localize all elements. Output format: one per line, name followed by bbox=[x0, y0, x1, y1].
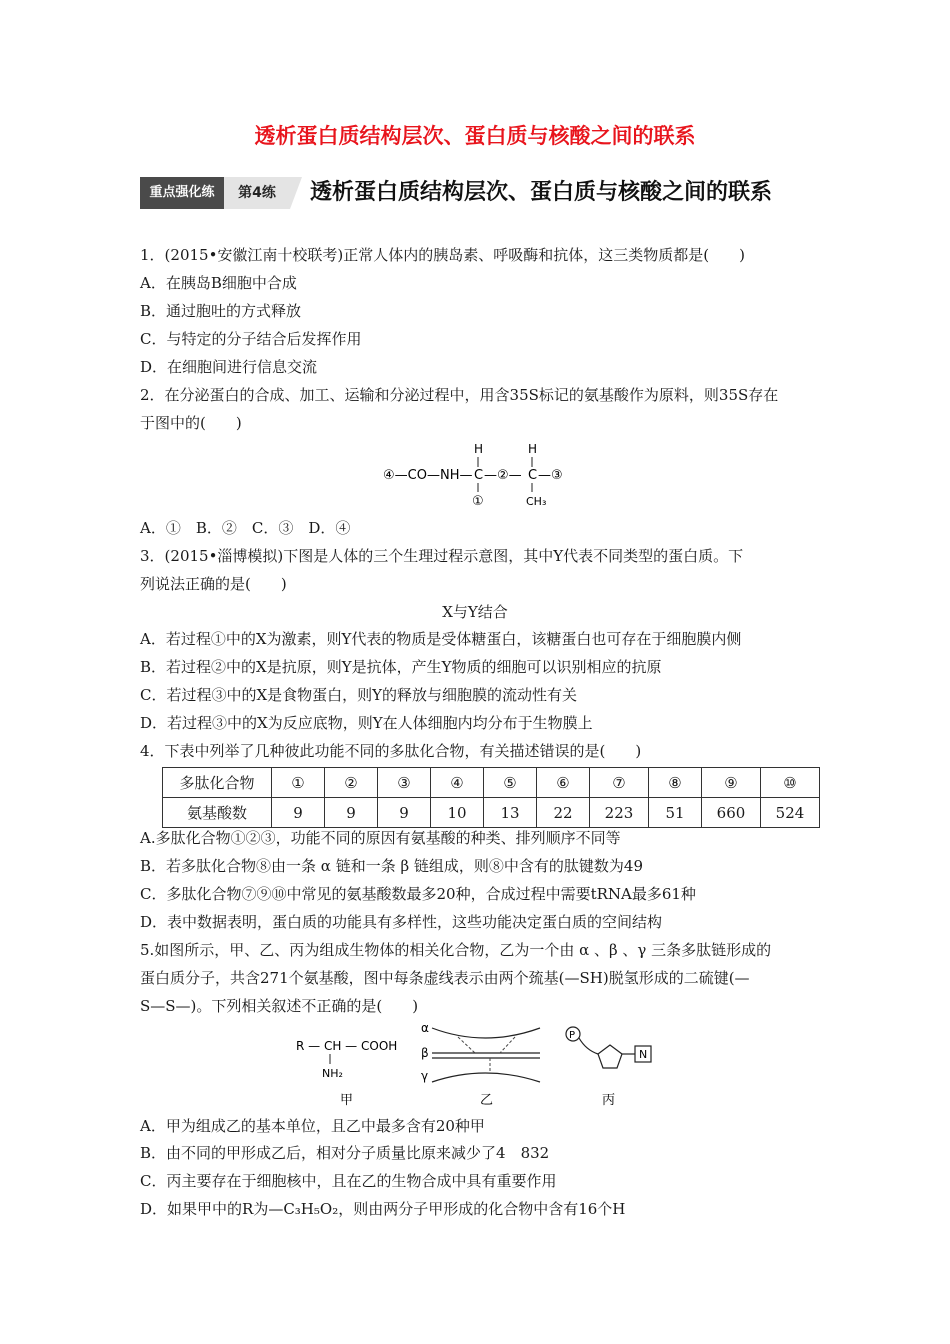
q1-option-a: A．在胰岛B细胞中合成 bbox=[140, 274, 297, 292]
q2-fig-right: —③ bbox=[538, 468, 563, 483]
table-cell: ⑧ bbox=[649, 768, 702, 798]
q5-beta-label: β bbox=[421, 1046, 429, 1060]
table-cell: ⑥ bbox=[537, 768, 590, 798]
q5-option-a: A．甲为组成乙的基本单位，且乙中最多含有20种甲 bbox=[140, 1117, 485, 1135]
q2-fig-below1: ① bbox=[472, 494, 484, 509]
banner-tag-number: 第4练 bbox=[224, 177, 290, 209]
q2-fig-h1: H bbox=[474, 442, 484, 456]
table-cell: 9 bbox=[378, 798, 431, 828]
table-cell: ④ bbox=[431, 768, 484, 798]
table-cell: ② bbox=[325, 768, 378, 798]
q4-option-c: C．多肽化合物⑦⑨⑩中常见的氨基酸数最多20种，合成过程中需要tRNA最多61种 bbox=[140, 885, 696, 903]
table-cell: 223 bbox=[590, 798, 649, 828]
q4-option-d: D．表中数据表明，蛋白质的功能具有多样性，这些功能决定蛋白质的空间结构 bbox=[140, 913, 663, 931]
table-cell: 524 bbox=[761, 798, 820, 828]
q2-stem-line1: 2．在分泌蛋白的合成、加工、运输和分泌过程中，用含35S标记的氨基酸作为原料，则35S存在 bbox=[140, 386, 779, 404]
q5-disulfide-bond-1 bbox=[458, 1037, 475, 1053]
q4-polypeptide-table bbox=[162, 767, 820, 828]
table-cell: 22 bbox=[537, 798, 590, 828]
table-cell: 9 bbox=[272, 798, 325, 828]
q5-option-d: D．如果甲中的R为—C₃H₅O₂，则由两分子甲形成的化合物中含有16个H bbox=[140, 1200, 626, 1218]
table-cell: ⑤ bbox=[484, 768, 537, 798]
q5-jia-formula: R — CH — COOH bbox=[296, 1039, 398, 1053]
q5-compound-figure bbox=[290, 1020, 670, 1110]
q5-gamma-chain bbox=[432, 1073, 540, 1082]
q2-fig-c1: C bbox=[474, 468, 484, 483]
table-cell: 51 bbox=[649, 798, 702, 828]
table-cell: 多肽化合物 bbox=[163, 768, 272, 798]
banner-tag-focus: 重点强化练 bbox=[140, 177, 224, 209]
q3-option-a: A．若过程①中的X为激素，则Y代表的物质是受体糖蛋白，该糖蛋白也可存在于细胞膜内侧 bbox=[140, 630, 742, 648]
table-cell: 10 bbox=[431, 798, 484, 828]
q3-stem-line2: 列说法正确的是( ) bbox=[140, 575, 287, 593]
table-cell: 9 bbox=[325, 798, 378, 828]
q5-option-c: C．丙主要存在于细胞核中，且在乙的生物合成中具有重要作用 bbox=[140, 1172, 557, 1190]
q3-figure-caption: X与Y结合 bbox=[442, 603, 508, 621]
q2-stem-line2: 于图中的( ) bbox=[140, 414, 242, 432]
q5-option-b: B．由不同的甲形成乙后，相对分子质量比原来减少了4 832 bbox=[140, 1144, 550, 1162]
q5-pentose-ring-icon bbox=[598, 1045, 622, 1068]
q3-stem-line1: 3．(2015•淄博模拟)下图是人体的三个生理过程示意图，其中Y代表不同类型的蛋白质。下 bbox=[140, 547, 744, 565]
q3-option-d: D．若过程③中的X为反应底物，则Y在人体细胞内均分布于生物膜上 bbox=[140, 714, 593, 732]
table-cell: 13 bbox=[484, 798, 537, 828]
q5-stem-line3: S—S—)。下列相关叙述不正确的是( ) bbox=[140, 997, 419, 1015]
q5-gamma-label: γ bbox=[421, 1069, 429, 1083]
table-cell: 660 bbox=[702, 798, 761, 828]
q5-phosphate-label: P bbox=[569, 1030, 576, 1041]
q2-fig-below2: CH₃ bbox=[526, 495, 547, 508]
table-cell: ⑦ bbox=[590, 768, 649, 798]
q2-options: A．① B．② C．③ D．④ bbox=[140, 519, 351, 537]
banner-title: 透析蛋白质结构层次、蛋白质与核酸之间的联系 bbox=[310, 180, 773, 205]
table-cell: ① bbox=[272, 768, 325, 798]
q1-option-d: D．在细胞间进行信息交流 bbox=[140, 358, 318, 376]
table-cell: 氨基酸数 bbox=[163, 798, 272, 828]
q5-alpha-label: α bbox=[421, 1021, 429, 1035]
q5-bing-label: 丙 bbox=[602, 1093, 616, 1108]
q5-alpha-chain bbox=[432, 1028, 540, 1038]
q3-option-c: C．若过程③中的X是食物蛋白，则Y的释放与细胞膜的流动性有关 bbox=[140, 686, 578, 704]
q5-stem-line1: 5.如图所示，甲、乙、丙为组成生物体的相关化合物，乙为一个由 α 、β 、γ 三条多肽链形成的 bbox=[140, 941, 772, 959]
page-title: 透析蛋白质结构层次、蛋白质与核酸之间的联系 bbox=[254, 124, 696, 148]
q3-option-b: B．若过程②中的X是抗原，则Y是抗体，产生Y物质的细胞可以识别相应的抗原 bbox=[140, 658, 662, 676]
table-header-row bbox=[163, 768, 820, 798]
q4-option-b: B．若多肽化合物⑧由一条 α 链和一条 β 链组成，则⑧中含有的肽键数为49 bbox=[140, 857, 643, 875]
q5-bing-bond bbox=[579, 1038, 598, 1054]
q5-jia-nh2: NH₂ bbox=[322, 1067, 343, 1080]
q4-option-a: A.多肽化合物①②③，功能不同的原因有氨基酸的种类、排列顺序不同等 bbox=[140, 829, 621, 847]
banner-tag-tail bbox=[290, 177, 302, 209]
q5-base-label: N bbox=[639, 1048, 648, 1061]
q2-peptide-figure bbox=[380, 440, 580, 512]
q2-fig-h2: H bbox=[528, 442, 538, 456]
q2-fig-c2: C bbox=[528, 468, 538, 483]
q5-stem-line2: 蛋白质分子，共含271个氨基酸，图中每条虚线表示由两个巯基(—SH)脱氢形成的二硫键(— bbox=[140, 969, 750, 987]
q1-stem: 1．(2015•安徽江南十校联考)正常人体内的胰岛素、呼吸酶和抗体，这三类物质都是( ) bbox=[140, 246, 745, 264]
table-cell: ⑨ bbox=[702, 768, 761, 798]
q1-option-b: B．通过胞吐的方式释放 bbox=[140, 302, 302, 320]
q2-fig-mid: —②— bbox=[484, 468, 522, 483]
section-banner bbox=[140, 174, 830, 214]
q5-yi-label: 乙 bbox=[480, 1093, 494, 1108]
table-cell: ③ bbox=[378, 768, 431, 798]
q1-option-c: C．与特定的分子结合后发挥作用 bbox=[140, 330, 362, 348]
table-cell: ⑩ bbox=[761, 768, 820, 798]
q5-jia-label: 甲 bbox=[340, 1093, 354, 1108]
q5-disulfide-bond-2 bbox=[500, 1037, 515, 1053]
table-row bbox=[163, 798, 820, 828]
q4-stem: 4．下表中列举了几种彼此功能不同的多肽化合物，有关描述错误的是( ) bbox=[140, 742, 642, 760]
q2-fig-left: ④—CO—NH— bbox=[383, 468, 473, 483]
